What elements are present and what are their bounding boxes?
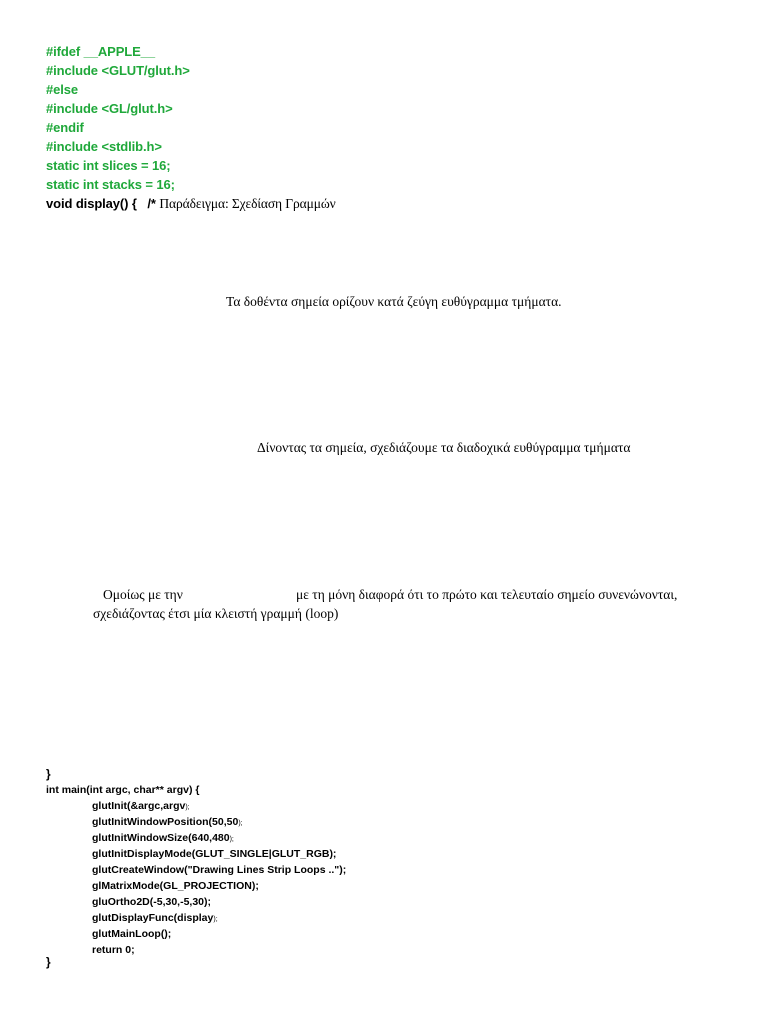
code-close-brace: } — [46, 767, 51, 781]
code-display-line — [46, 194, 336, 213]
code-main-line: glutDisplayFunc(display); — [92, 912, 218, 924]
paragraph-line-loop-second: σχεδιάζοντας έτσι μία κλειστή γραμμή (loop) — [93, 606, 339, 621]
code-main-line: glutInit(&argc,argv); — [92, 800, 190, 812]
code-main-line: glutInitWindowPosition(50,50); — [92, 816, 243, 828]
code-else: #else — [46, 82, 79, 97]
code-main-line: return 0; — [92, 944, 135, 956]
paragraph-lines: Τα δοθέντα σημεία ορίζουν κατά ζεύγη ευθύγραμμα τμήματα. — [226, 294, 562, 309]
code-end-brace: } — [46, 955, 51, 969]
code-main-line: gluOrtho2D(-5,30,-5,30); — [92, 896, 212, 908]
paragraph-line-loop-rest: με τη μόνη διαφορά ότι το πρώτο και τελευταίο σημείο συνενώνονται, — [296, 587, 678, 602]
code-main-line: glutInitWindowSize(640,480); — [92, 832, 234, 844]
paragraph-line-strip: Δίνοντας τα σημεία, σχεδιάζουμε τα διαδοχικά ευθύγραμμα τμήματα — [257, 440, 631, 455]
code-main-signature: int main(int argc, char** argv) { — [46, 784, 200, 796]
code-include-gl-glut: #include <GL/glut.h> — [46, 101, 173, 116]
code-main-line: glMatrixMode(GL_PROJECTION); — [92, 880, 259, 892]
paragraph-line-loop-start: Ομοίως με την — [103, 587, 183, 602]
code-main-line: glutMainLoop(); — [92, 928, 172, 940]
code-stacks: static int stacks = 16; — [46, 177, 175, 192]
code-main-line: glutInitDisplayMode(GLUT_SINGLE|GLUT_RGB); — [92, 848, 337, 860]
code-endif: #endif — [46, 120, 84, 135]
code-slices: static int slices = 16; — [46, 158, 171, 173]
code-ifdef: #ifdef __APPLE__ — [46, 44, 155, 59]
code-display-signature: void display() { /* — [46, 196, 160, 211]
code-main-line: glutCreateWindow("Drawing Lines Strip Loops .."); — [92, 864, 347, 876]
code-include-glut-apple: #include <GLUT/glut.h> — [46, 63, 190, 78]
code-include-stdlib: #include <stdlib.h> — [46, 139, 162, 154]
code-display-comment: Παράδειγμα: Σχεδίαση Γραμμών — [159, 196, 336, 211]
